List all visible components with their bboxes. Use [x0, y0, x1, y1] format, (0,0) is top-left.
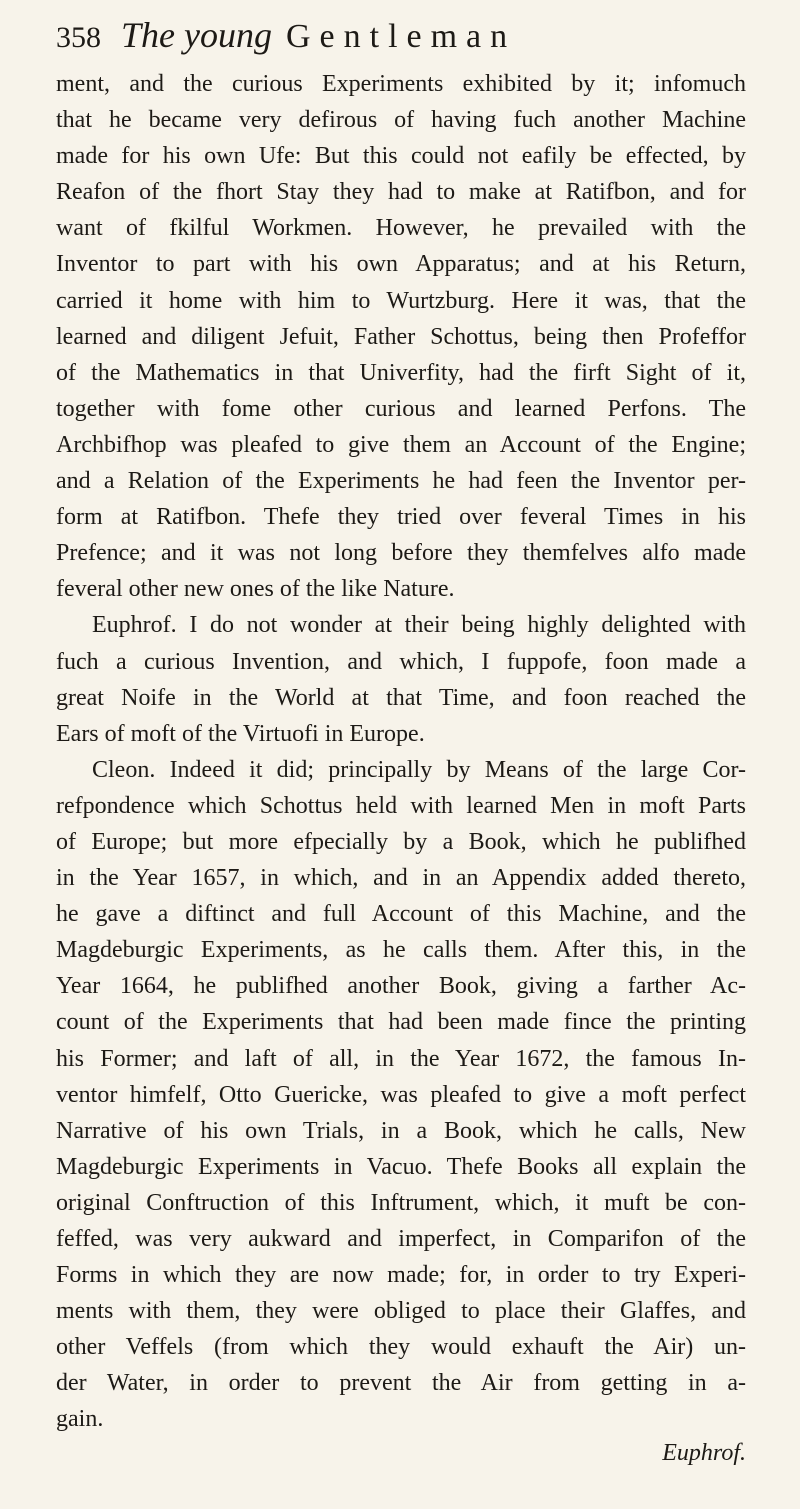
- text-line: want of fkilful Workmen. However, he prevailed with the: [56, 215, 746, 242]
- text-line: ments with them, they were obliged to place their Glaffes, and: [56, 1298, 746, 1325]
- text-line: feffed, was very aukward and imperfect, in Comparifon of the: [56, 1226, 746, 1252]
- text-line: Prefence; and it was not long before they themfelves alfo made: [56, 540, 746, 567]
- text-line: that he became very defirous of having fuch another Machine: [56, 107, 746, 134]
- text-line: and a Relation of the Experiments he had feen the Inventor per-: [56, 468, 746, 495]
- text-line: Euphrof. I do not wonder at their being highly delighted with: [92, 612, 746, 639]
- page-number: 358: [56, 21, 101, 54]
- text-line: learned and diligent Jefuit, Father Schottus, being then Profeffor: [56, 323, 746, 350]
- text-line: in the Year 1657, in which, and in an Appendix added thereto,: [56, 865, 746, 892]
- text-line: great Noife in the World at that Time, and foon reached the: [56, 684, 746, 711]
- catchword: Euphrof.: [662, 1440, 746, 1466]
- text-line: fuch a curious Invention, and which, I fuppofe, foon made a: [56, 648, 746, 675]
- text-line: of the Mathematics in that Univerfity, had the firft Sight of it,: [56, 359, 746, 386]
- text-line: Ears of moft of the Virtuofi in Europe.: [56, 720, 425, 747]
- text-line: Reafon of the fhort Stay they had to make at Ratifbon, and for: [56, 179, 746, 206]
- body-text: [56, 66, 746, 1438]
- text-line: original Conftruction of this Inftrument, which, it muft be con-: [56, 1189, 746, 1216]
- text-line: he gave a diftinct and full Account of this Machine, and the: [56, 901, 746, 928]
- text-line: Magdeburgic Experiments, as he calls them. After this, in the: [56, 937, 746, 964]
- text-line: count of the Experiments that had been made fince the printing: [56, 1009, 746, 1036]
- text-line: der Water, in order to prevent the Air from getting in a-: [56, 1370, 746, 1397]
- running-title: The young: [121, 15, 272, 55]
- text-line: feveral other new ones of the like Nature.: [56, 576, 455, 603]
- text-line: Year 1664, he publifhed another Book, giving a farther Ac-: [56, 973, 746, 1000]
- text-line: Forms in which they are now made; for, in order to try Experi-: [56, 1262, 746, 1289]
- text-line: Archbifhop was pleafed to give them an Account of the Engine;: [56, 431, 746, 458]
- text-line: form at Ratifbon. Thefe they tried over feveral Times in his: [56, 504, 746, 531]
- text-line: other Veffels (from which they would exhauft the Air) un-: [56, 1334, 746, 1361]
- text-line: Inventor to part with his own Apparatus; and at his Return,: [56, 251, 746, 278]
- text-line: Narrative of his own Trials, in a Book, which he calls, New: [56, 1117, 746, 1144]
- text-line: refpondence which Schottus held with learned Men in moft Parts: [56, 792, 746, 819]
- text-line: of Europe; but more efpecially by a Book, which he publifhed: [56, 828, 746, 855]
- text-line: carried it home with him to Wurtzburg. Here it was, that the: [56, 287, 746, 314]
- text-line: together with fome other curious and learned Perfons. The: [56, 395, 746, 422]
- text-line: gain.: [56, 1406, 104, 1433]
- text-line: ment, and the curious Experiments exhibited by it; infomuch: [56, 71, 746, 97]
- text-line: Cleon. Indeed it did; principally by Means of the large Cor-: [92, 756, 746, 783]
- running-title-caps: Gentleman: [285, 18, 517, 55]
- text-line: his Former; and laft of all, in the Year 1672, the famous In-: [56, 1045, 746, 1072]
- text-line: ventor himfelf, Otto Guericke, was pleafed to give a moft perfect: [56, 1081, 746, 1108]
- page-header: [56, 14, 746, 64]
- text-line: made for his own Ufe: But this could not eafily be effected, by: [56, 143, 746, 170]
- text-line: Magdeburgic Experiments in Vacuo. Thefe Books all explain the: [56, 1153, 746, 1180]
